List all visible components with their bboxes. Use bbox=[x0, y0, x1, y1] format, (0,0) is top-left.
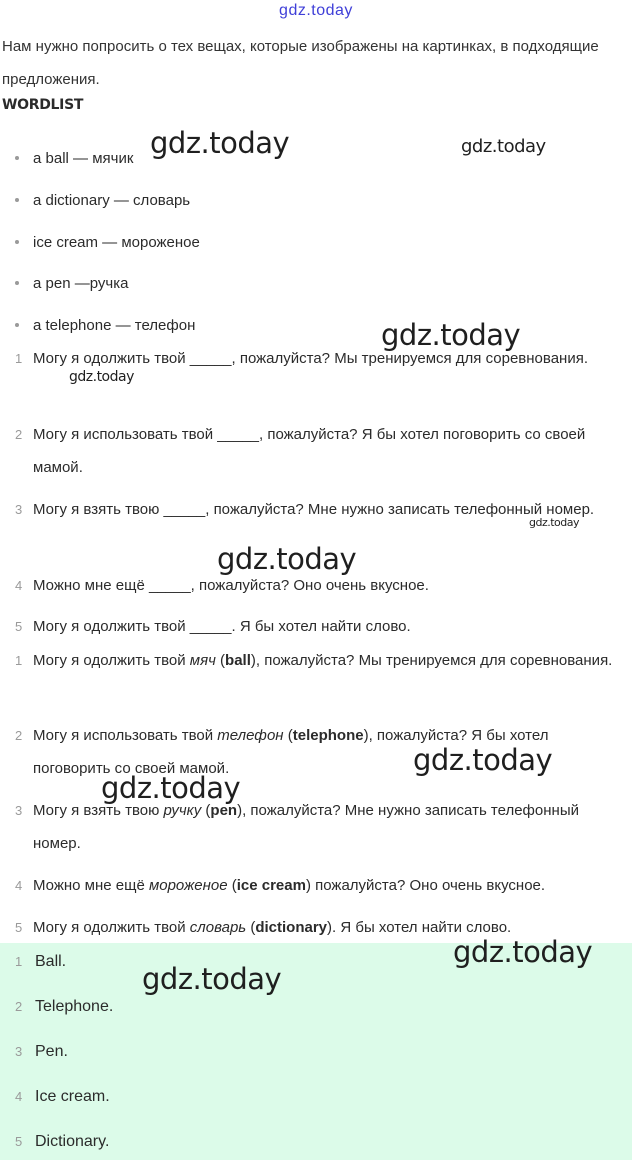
filled-text: Могу я одолжить твой словарь (dictionary). Я бы хотел найти слово. bbox=[33, 919, 512, 936]
answer-text: Ball. bbox=[35, 953, 67, 970]
answer-text: Pen. bbox=[35, 1043, 68, 1060]
question-text: Можно мне ещё _____, пожалуйста? Оно очень вкусное. bbox=[33, 577, 429, 594]
ru-word: ручку bbox=[163, 802, 202, 819]
bullet-icon bbox=[15, 156, 19, 160]
en-word: ball bbox=[225, 652, 251, 669]
en-word: pen bbox=[210, 802, 238, 819]
filled-number: 5 bbox=[15, 920, 23, 935]
answer-text: Dictionary. bbox=[35, 1133, 110, 1150]
filled-number: 2 bbox=[15, 728, 23, 743]
ru-word: мороженое bbox=[148, 877, 228, 894]
list-item-text: a ball — мячик bbox=[33, 150, 134, 167]
filled-text: Могу я взять твою ручку (pen), пожалуйста? Мне нужно записать телефонный номер. bbox=[33, 802, 579, 852]
bullet-icon bbox=[15, 281, 19, 285]
filled-number: 1 bbox=[15, 653, 23, 668]
watermark: gdz.today bbox=[150, 126, 290, 160]
question-number: 4 bbox=[15, 578, 23, 593]
watermark: gdz.today bbox=[101, 771, 241, 805]
en-word: dictionary bbox=[255, 919, 328, 936]
question-text: Могу я одолжить твой _____. Я бы хотел найти слово. bbox=[33, 618, 411, 635]
wordlist-title: WORDLIST bbox=[2, 97, 84, 113]
question-number: 5 bbox=[15, 619, 23, 634]
question-number: 3 bbox=[15, 502, 23, 517]
watermark: gdz.today bbox=[381, 318, 521, 352]
watermark: gdz.today bbox=[529, 516, 580, 529]
filled-text: Можно мне ещё мороженое (ice cream) пожалуйста? Оно очень вкусное. bbox=[33, 877, 546, 894]
task-intro: Нам нужно попросить о тех вещах, которые изображены на картинках, в подходящие предложения. bbox=[2, 38, 599, 88]
filled-number: 3 bbox=[15, 803, 23, 818]
question-text: Могу я одолжить твой _____, пожалуйста? Мы тренируемся для соревнования. bbox=[33, 350, 588, 367]
watermark: gdz.today bbox=[413, 743, 553, 777]
answer-number: 2 bbox=[15, 999, 23, 1014]
answer-text: Telephone. bbox=[35, 998, 114, 1015]
answers-box bbox=[0, 943, 632, 1160]
answer-number: 4 bbox=[15, 1089, 23, 1104]
watermark: gdz.today bbox=[453, 935, 593, 969]
filled-text: Могу я одолжить твой мяч (ball), пожалуйста? Мы тренируемся для соревнования. bbox=[33, 652, 613, 669]
site-logo[interactable]: gdz.today bbox=[279, 2, 353, 19]
question-number: 2 bbox=[15, 427, 23, 442]
list-item-text: ice cream — мороженое bbox=[33, 234, 200, 251]
question-text: Могу я взять твою _____, пожалуйста? Мне нужно записать телефонный номер. bbox=[33, 501, 595, 518]
watermark: gdz.today bbox=[461, 136, 546, 157]
answer-text: Ice cream. bbox=[35, 1088, 110, 1105]
list-item-text: a dictionary — словарь bbox=[33, 192, 191, 209]
bullet-icon bbox=[15, 240, 19, 244]
watermark: gdz.today bbox=[69, 369, 134, 385]
answer-number: 1 bbox=[15, 954, 23, 969]
ru-word: мяч bbox=[189, 652, 216, 669]
en-word: ice cream bbox=[236, 877, 306, 894]
question-number: 1 bbox=[15, 351, 23, 366]
watermark: gdz.today bbox=[142, 962, 282, 996]
answer-number: 5 bbox=[15, 1134, 23, 1149]
list-item-text: a pen —ручка bbox=[33, 275, 129, 292]
question-text: Могу я использовать твой _____, пожалуйста? Я бы хотел поговорить со своей мамой. bbox=[33, 426, 586, 476]
bullet-icon bbox=[15, 323, 19, 327]
watermark: gdz.today bbox=[217, 542, 357, 576]
en-word: telephone bbox=[292, 727, 364, 744]
list-item-text: a telephone — телефон bbox=[33, 317, 196, 334]
ru-word: телефон bbox=[217, 727, 284, 744]
bullet-icon bbox=[15, 198, 19, 202]
ru-word: словарь bbox=[189, 919, 247, 936]
filled-text: Могу я использовать твой телефон (telephone), пожалуйста? Я бы хотел поговорить со своей мамой. bbox=[33, 727, 549, 777]
filled-number: 4 bbox=[15, 878, 23, 893]
answer-number: 3 bbox=[15, 1044, 23, 1059]
